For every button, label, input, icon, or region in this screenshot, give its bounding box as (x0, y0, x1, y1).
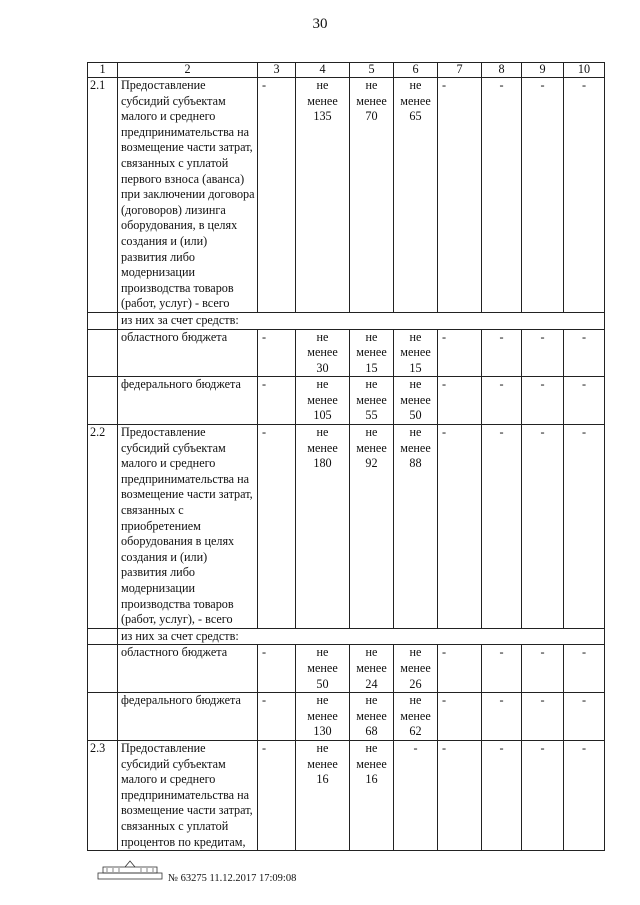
value-prefix: менее (400, 660, 431, 675)
value-number: 130 (313, 724, 332, 739)
dash-mark: - (499, 645, 504, 660)
row-description: Предоставление субсидий субъектам малого и среднего предпринимательства на возмещение части затрат, связанных с уплатой процентов по кредитам, (118, 740, 258, 850)
dash-mark: - (581, 645, 587, 660)
table-row (88, 628, 605, 645)
table-row (88, 78, 605, 313)
table-row (88, 693, 605, 741)
column-header-5: 5 (350, 63, 394, 78)
value-number: 105 (313, 408, 332, 423)
row-number: 2.3 (88, 740, 118, 850)
cell-c6 (394, 78, 438, 313)
column-header-1: 1 (88, 63, 118, 78)
value-prefix: менее (400, 708, 431, 723)
dash-mark: - (581, 377, 587, 392)
dash-mark: - (262, 425, 267, 440)
row-description: Предоставление субсидий субъектам малого и среднего предпринимательства на возмещение части затрат, связанных с уплатой первого взноса (аванса) при заключении договора (договоров) лизинга оборудования, в целях создания и (или) развития либо модернизации производства товаров (работ, услуг) - всего (118, 78, 258, 313)
cell-c9 (522, 693, 564, 741)
value-number: 16 (365, 772, 378, 787)
cell-c6 (394, 693, 438, 741)
table-header-row (88, 63, 605, 78)
row-number (88, 693, 118, 741)
dash-mark: - (540, 377, 545, 392)
cell-c8 (482, 329, 522, 377)
cell-c9 (522, 425, 564, 629)
value-prefix: не (409, 425, 422, 440)
cell-c8 (482, 740, 522, 850)
dash-mark: - (540, 740, 545, 755)
value-prefix: не (365, 693, 378, 708)
value-number: 68 (365, 724, 378, 739)
dash-mark: - (442, 693, 447, 708)
cell-c7 (438, 740, 482, 850)
cell-c5 (350, 329, 394, 377)
cell-c5 (350, 377, 394, 425)
value-number: 65 (409, 109, 422, 124)
page-number: 30 (312, 16, 328, 32)
cell-c7 (438, 645, 482, 693)
row-description: областного бюджета (118, 329, 258, 377)
dash-mark: - (540, 425, 545, 440)
value-prefix: менее (356, 345, 387, 360)
dash-mark: - (499, 425, 504, 440)
row-description: федерального бюджета (118, 693, 258, 741)
dash-mark: - (262, 693, 267, 708)
table-row (88, 377, 605, 425)
value-number: 180 (313, 456, 332, 471)
dash-mark: - (581, 329, 587, 344)
cell-c8 (482, 693, 522, 741)
row-description: Предоставление субсидий субъектам малого и среднего предпринимательства на возмещение части затрат, связанных с приобретением оборудования в целях создания и (или) развития либо модернизации производства товаров (работ, услуг), - всего (118, 425, 258, 629)
value-prefix: менее (400, 93, 431, 108)
cell-c3 (258, 377, 296, 425)
cell-c3 (258, 645, 296, 693)
dash-mark: - (540, 78, 545, 92)
value-prefix: менее (356, 392, 387, 407)
cell-c4 (296, 645, 350, 693)
value-prefix: не (409, 377, 422, 392)
value-number: 30 (316, 360, 329, 375)
value-number: 92 (365, 456, 378, 471)
dash-mark: - (262, 377, 267, 392)
value-prefix: не (409, 645, 422, 660)
value-number: 15 (409, 360, 422, 375)
value-number: 50 (316, 676, 329, 691)
cell-c9 (522, 377, 564, 425)
indicators-table (87, 62, 605, 851)
value-prefix: менее (307, 93, 338, 108)
cell-c4 (296, 740, 350, 850)
value-prefix: менее (400, 440, 431, 455)
value-number: 62 (409, 724, 422, 739)
cell-c9 (522, 78, 564, 313)
cell-c6 (394, 645, 438, 693)
value-prefix: не (316, 329, 329, 344)
dash-mark: - (442, 425, 447, 440)
cell-c7 (438, 329, 482, 377)
value-number: 15 (365, 360, 378, 375)
column-header-8: 8 (482, 63, 522, 78)
dash-mark: - (413, 740, 418, 755)
value-number: 70 (365, 109, 378, 124)
value-prefix: не (316, 78, 329, 92)
cell-c7 (438, 377, 482, 425)
dash-mark: - (581, 78, 587, 92)
cell-c10 (564, 78, 605, 313)
value-prefix: менее (307, 440, 338, 455)
value-prefix: не (316, 377, 329, 392)
table-row (88, 740, 605, 850)
dash-mark: - (499, 377, 504, 392)
value-prefix: менее (307, 392, 338, 407)
cell-c4 (296, 377, 350, 425)
cell-c3 (258, 425, 296, 629)
row-description: федерального бюджета (118, 377, 258, 425)
cell-c4 (296, 78, 350, 313)
cell-c6 (394, 425, 438, 629)
value-prefix: не (365, 377, 378, 392)
value-prefix: менее (356, 440, 387, 455)
value-prefix: менее (356, 93, 387, 108)
cell-c9 (522, 740, 564, 850)
value-prefix: менее (307, 660, 338, 675)
value-number: 135 (313, 109, 332, 124)
value-prefix: не (316, 425, 329, 440)
value-prefix: не (365, 425, 378, 440)
cell-c3 (258, 329, 296, 377)
column-header-9: 9 (522, 63, 564, 78)
value-prefix: не (409, 693, 422, 708)
cell-c8 (482, 645, 522, 693)
cell-c6 (394, 740, 438, 850)
dash-mark: - (499, 693, 504, 708)
value-prefix: не (316, 645, 329, 660)
cell-c10 (564, 377, 605, 425)
dash-mark: - (581, 425, 587, 440)
row-number: 2.1 (88, 78, 118, 313)
cell-c5 (350, 425, 394, 629)
dash-mark: - (499, 329, 504, 344)
dash-mark: - (442, 329, 447, 344)
row-number (88, 312, 118, 329)
seal-stamp (97, 860, 163, 880)
cell-c10 (564, 329, 605, 377)
cell-c5 (350, 78, 394, 313)
table-row (88, 312, 605, 329)
cell-c9 (522, 329, 564, 377)
cell-c6 (394, 329, 438, 377)
table-row (88, 425, 605, 629)
dash-mark: - (442, 377, 447, 392)
dash-mark: - (442, 645, 447, 660)
row-number (88, 377, 118, 425)
value-prefix: не (365, 78, 378, 92)
column-header-2: 2 (118, 63, 258, 78)
column-header-3: 3 (258, 63, 296, 78)
value-number: 16 (316, 772, 329, 787)
document-registration-number: № 63275 11.12.2017 17:09:08 (168, 873, 297, 884)
value-prefix: менее (356, 660, 387, 675)
cell-c7 (438, 78, 482, 313)
value-prefix: не (365, 740, 378, 755)
column-header-4: 4 (296, 63, 350, 78)
cell-c3 (258, 740, 296, 850)
column-header-10: 10 (564, 63, 605, 78)
dash-mark: - (262, 329, 267, 344)
value-number: 26 (409, 676, 422, 691)
dash-mark: - (540, 693, 545, 708)
value-prefix: не (316, 740, 329, 755)
cell-c4 (296, 693, 350, 741)
column-header-7: 7 (438, 63, 482, 78)
dash-mark: - (581, 693, 587, 708)
cell-c6 (394, 377, 438, 425)
value-prefix: менее (356, 756, 387, 771)
dash-mark: - (540, 645, 545, 660)
row-number (88, 628, 118, 645)
cell-c7 (438, 693, 482, 741)
cell-c5 (350, 645, 394, 693)
cell-c3 (258, 78, 296, 313)
cell-c8 (482, 377, 522, 425)
row-description: областного бюджета (118, 645, 258, 693)
cell-c9 (522, 645, 564, 693)
dash-mark: - (499, 78, 504, 92)
value-number: 24 (365, 676, 378, 691)
column-header-6: 6 (394, 63, 438, 78)
row-subheading: из них за счет средств: (118, 312, 605, 329)
cell-c7 (438, 425, 482, 629)
dash-mark: - (581, 740, 587, 755)
cell-c5 (350, 693, 394, 741)
dash-mark: - (540, 329, 545, 344)
cell-c10 (564, 425, 605, 629)
value-number: 88 (409, 456, 422, 471)
dash-mark: - (262, 78, 267, 92)
value-prefix: не (365, 645, 378, 660)
dash-mark: - (499, 740, 504, 755)
cell-c4 (296, 329, 350, 377)
cell-c8 (482, 78, 522, 313)
value-prefix: не (365, 329, 378, 344)
row-number (88, 645, 118, 693)
dash-mark: - (442, 78, 447, 92)
value-prefix: менее (400, 392, 431, 407)
value-number: 50 (409, 408, 422, 423)
row-number (88, 329, 118, 377)
table-row (88, 329, 605, 377)
cell-c4 (296, 425, 350, 629)
cell-c5 (350, 740, 394, 850)
dash-mark: - (262, 740, 267, 755)
value-prefix: не (409, 329, 422, 344)
value-prefix: не (316, 693, 329, 708)
cell-c3 (258, 693, 296, 741)
value-prefix: менее (307, 756, 338, 771)
cell-c10 (564, 645, 605, 693)
value-prefix: менее (307, 345, 338, 360)
dash-mark: - (262, 645, 267, 660)
cell-c8 (482, 425, 522, 629)
value-number: 55 (365, 408, 378, 423)
cell-c10 (564, 740, 605, 850)
dash-mark: - (442, 740, 447, 755)
value-prefix: менее (400, 345, 431, 360)
table-row (88, 645, 605, 693)
value-prefix: менее (356, 708, 387, 723)
row-number: 2.2 (88, 425, 118, 629)
value-prefix: не (409, 78, 422, 92)
row-subheading: из них за счет средств: (118, 628, 605, 645)
cell-c10 (564, 693, 605, 741)
value-prefix: менее (307, 708, 338, 723)
